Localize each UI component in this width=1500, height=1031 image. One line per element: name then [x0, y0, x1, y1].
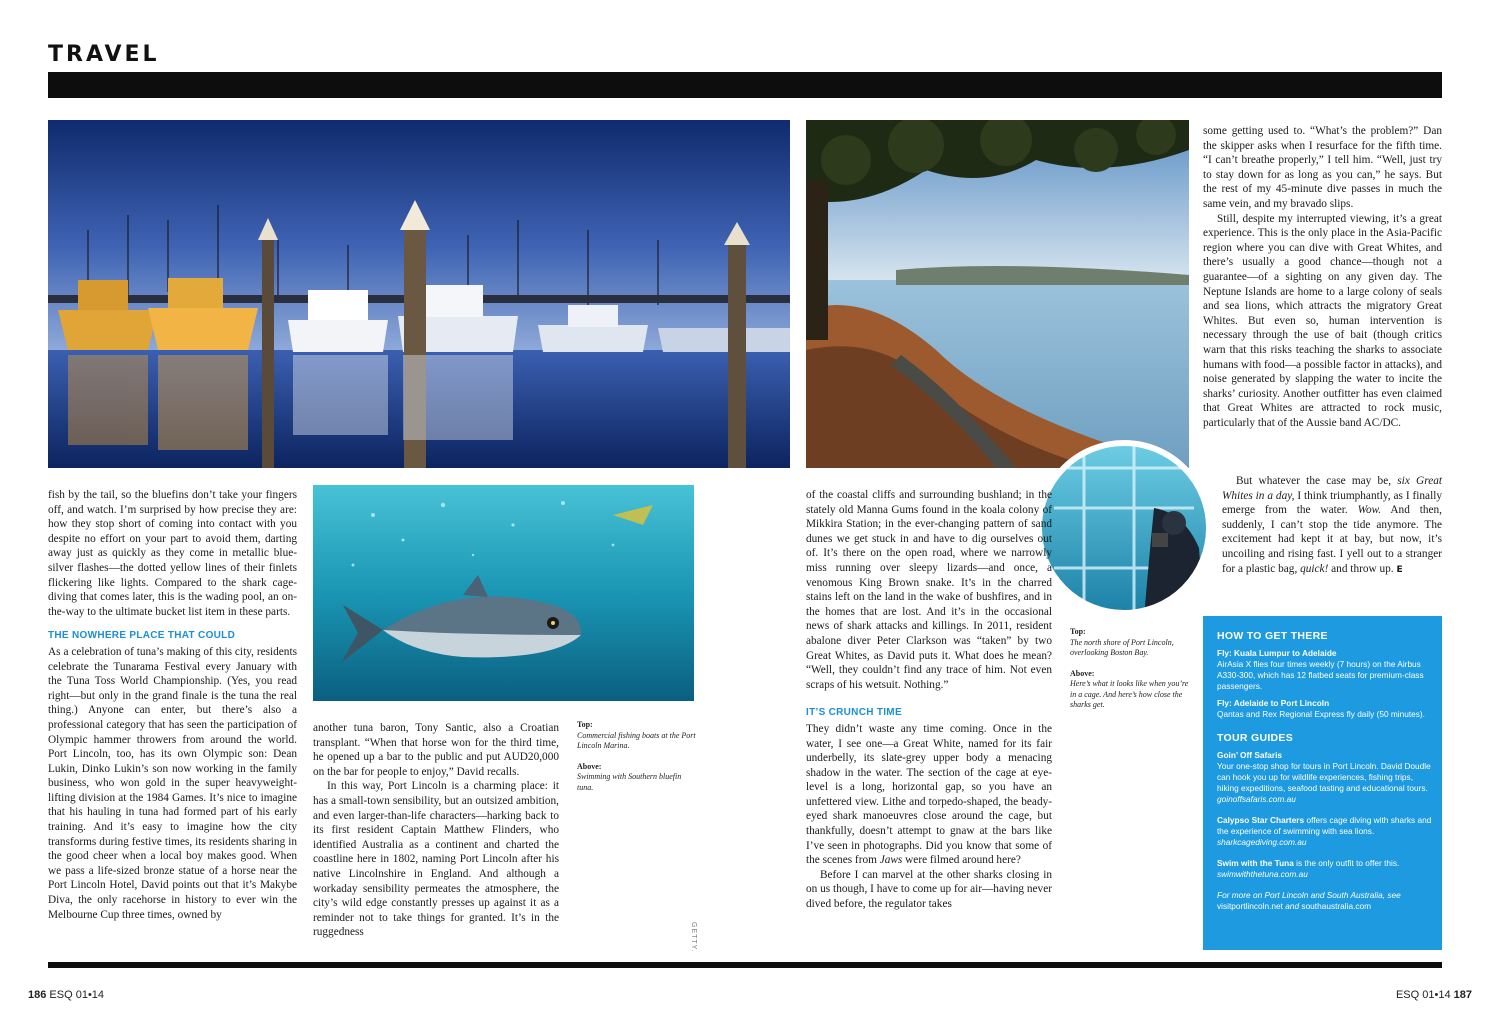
article-column-3 [806, 488, 1052, 912]
sidebar-text: Your one-stop shop for tours in Port Lincoln. David Doudle can hook you up for wildlife experiences, fishing trips, hiking expeditions, seafood tasting and educational tours. goinoffsafaris.com.au [1217, 761, 1431, 804]
article-column-4-end [1222, 474, 1442, 577]
end-mark: E [1396, 564, 1403, 575]
caption-label: Above: [1070, 668, 1095, 678]
body-paragraph: fish by the tail, so the bluefins don’t take your fingers off, and watch. I’m surprised by how precise they are: how they stop short of coming into contact with you despite no effort on your part to avoid them, darting away just as quickly as they come in metallic blue-silver flashes—the dotted yellow lines of their finlets flickering like lights. Compared to the shark cage-diving that comes later, this is the wading pool, an on-the-way to the ultimate bucket list item in these parts. [48, 489, 297, 618]
body-paragraph: But whatever the case may be, six Great Whites in a day, I think triumphantly, as I finally emerge from the water. Wow. And then, suddenly, I can’t stop the tide anymore. The excitement had kept it at bay, but now, it’s uncoiling and rising fast. I yell out to a stranger for a plastic bag, quick! and throw up. E [1222, 475, 1442, 575]
body-paragraph: As a celebration of tuna’s making of this city, residents celebrate the Tunarama Festival every January with the Tuna Toss World Championship. (Yes, you read right—but only in the grand finale is the tuna the real thing.) Anyone can enter, but there’s also a professional category that has seen the participation of Olympic hammer throwers from around the world. Port Lincoln, too, has its own Olympic son: Dean Lukin, Dinko Lukin’s son now working in the family business, who won gold in the super heavyweight-lifting division at the 1984 Games. It’s nice to imagine that his hauling in tuna had formed part of his early training. And it’s easy to imagine how the city transforms during festive times, its residents sharing in the good cheer when a local boy makes good. When we pass a life-sized bronze statue of a horse near the Port Lincoln Hotel, David points out that it’s Makybe Diva, the only racehorse in history to ever win the Melbourne Cup three times, owned by [48, 645, 297, 921]
marina-photo [48, 120, 790, 468]
sidebar-subheading: Fly: Kuala Lumpur to Adelaide [1217, 648, 1337, 658]
magazine-issue: ESQ 01•14 [49, 989, 105, 1001]
article-column-2 [313, 721, 559, 940]
caption-text: Swimming with Southern bluefin tuna. [577, 772, 682, 792]
article-column-4 [1203, 124, 1442, 430]
header-bar [48, 72, 1442, 98]
travel-info-box [1203, 616, 1442, 950]
caption-text: The north shore of Port Lincoln, overlooking Boston Bay. [1070, 637, 1174, 657]
subhead: THE NOWHERE PLACE THAT COULD [48, 630, 236, 642]
photo-caption-right [1070, 627, 1194, 711]
folio-left [28, 989, 104, 1001]
page-number: 187 [1453, 989, 1472, 1001]
sidebar-link[interactable]: swimwiththetuna.com.au [1217, 869, 1308, 879]
sidebar-subheading: Fly: Adelaide to Port Lincoln [1217, 698, 1330, 708]
subhead: IT’S CRUNCH TIME [806, 707, 902, 719]
body-paragraph: Before I can marvel at the other sharks closing in on us though, I have to come up for air—having never dived before, the regulator takes [806, 868, 1052, 911]
shark-cage-photo [1034, 438, 1214, 618]
body-paragraph: some getting used to. “What’s the problem?” Dan the skipper asks when I resurface for the fifth time. “I can’t breathe properly,” I tell him. “Well, just try to stay down for as long as you can,” he says. But the rest of my 45-minute dive passes in much the same vein, and my bravado slips. [1203, 125, 1442, 210]
body-paragraph: Still, despite my interrupted viewing, it’s a great experience. This is the only place in the Asia-Pacific region where you can dive with Great Whites, and there’s usually a good chance—though not a guarantee—of a sighting on any given day. The Neptune Islands are home to a large colony of seals and sea lions, which attracts the migratory Great Whites. But even so, human intervention is necessary through the use of bait (though critics warn that this risks teaching the sharks to associate humans with food—a possible factor in attacks), and noise generated by slapping the water to incite the sharks’ curiosity. Another outfitter has even claimed that Great Whites are attracted to rock music, particularly that of the Aussie band AC/DC. [1203, 212, 1442, 429]
body-paragraph: In this way, Port Lincoln is a charming place: it has a small-town sensibility, but an outsized ambition, and even larger-than-life characters—harking back to its first resident Captain Matthew Flinders, who identified Australia as a continent and charted the coastline here in 1802, naming Port Lincoln after his native Lincolnshire in England. And although a workaday sensibility permeates the atmosphere, the city’s wild edge constantly presses up against it as a reminder not to take things for granted. It’s in the ruggedness [313, 780, 559, 939]
body-paragraph: They didn’t waste any time coming. Once in the water, I see one—a Great White, named for its fair underbelly, its slate-grey upper body a menacing shadow in the water. The section of the cage at eye-level is a long, horizontal gap, so you have an unfettered view. Lithe and torpedo-shaped, the beady-eyed shark manoeuvres close around the cage, but thankfully, doesn’t attempt to gnaw at the bars like I’ve seen in photographs. Did you know that some of the scenes from Jaws were filmed around here? [806, 722, 1052, 867]
sidebar-subheading: Goin’ Off Safaris [1217, 750, 1283, 760]
magazine-issue: ESQ 01•14 [1395, 989, 1451, 1001]
caption-text: Commercial fishing boats at the Port Lincoln Marina. [577, 730, 696, 750]
body-paragraph: of the coastal cliffs and surrounding bushland; in the stately old Manna Gums found in the koala colony of Mikkira Station; in the ever-changing pattern of sand dunes we get stuck in and have to dig ourselves out of. It’s there on the open road, where we narrowly miss running over sleepy lizards—and once, a venomous King Brown snake. It’s in the charred stains left on the land in the wake of bushfires, and in the homes that are lost. And it’s in the occasional news of shark attacks and killings. In 2011, resident abalone diver Peter Clarkson was “taken” by two Great Whites, as David puts it. What does he mean? “Well, they couldn’t find any trace of him. Not even scraps of his wetsuit. Nothing.” [806, 489, 1052, 691]
sidebar-footer: For more on Port Lincoln and South Australia, see visitportlincoln.net and southaustralia.com [1217, 890, 1401, 911]
photo-caption-left [577, 720, 697, 793]
sidebar-link[interactable]: goinoffsafaris.com.au [1217, 794, 1296, 804]
sidebar-text: Swim with the Tuna is the only outfit to offer this. swimwiththetuna.com.au [1217, 858, 1400, 879]
coastline-photo [806, 120, 1189, 468]
sidebar-text: Qantas and Rex Regional Express fly daily (50 minutes). [1217, 709, 1425, 719]
photo-credit: GETTY. [690, 922, 697, 953]
caption-label: Top: [577, 720, 593, 729]
section-label: TRAVEL [48, 42, 160, 67]
footer-bar [48, 962, 1442, 968]
sidebar-link[interactable]: visitportlincoln.net [1217, 901, 1283, 911]
sidebar-text: AirAsia X flies four times weekly (7 hours) on the Airbus A330-300, which has 12 flatbed seats for premium-class passengers. [1217, 659, 1424, 691]
page-number: 186 [28, 989, 47, 1001]
sidebar-text: Calypso Star Charters offers cage diving with sharks and the experience of swimming with sea lions. sharkcagediving.com.au [1217, 815, 1432, 847]
body-paragraph: another tuna baron, Tony Santic, also a Croatian transplant. “When that horse won for the third time, he opened up a bar to the public and put AUD20,000 on the bar for people to enjoy,” David recalls. [313, 722, 559, 778]
tuna-photo [313, 485, 694, 701]
sidebar-link[interactable]: sharkcagediving.com.au [1217, 837, 1307, 847]
folio-right [1396, 989, 1472, 1001]
sidebar-heading: HOW TO GET THERE [1217, 630, 1328, 642]
sidebar-heading: TOUR GUIDES [1217, 732, 1294, 744]
caption-label: Above: [577, 761, 602, 771]
sidebar-link[interactable]: southaustralia.com [1301, 901, 1372, 911]
caption-label: Top: [1070, 627, 1086, 636]
caption-text: Here’s what it looks like when you’re in a cage. And here’s how close the sharks get. [1070, 679, 1189, 709]
article-column-1 [48, 488, 297, 922]
